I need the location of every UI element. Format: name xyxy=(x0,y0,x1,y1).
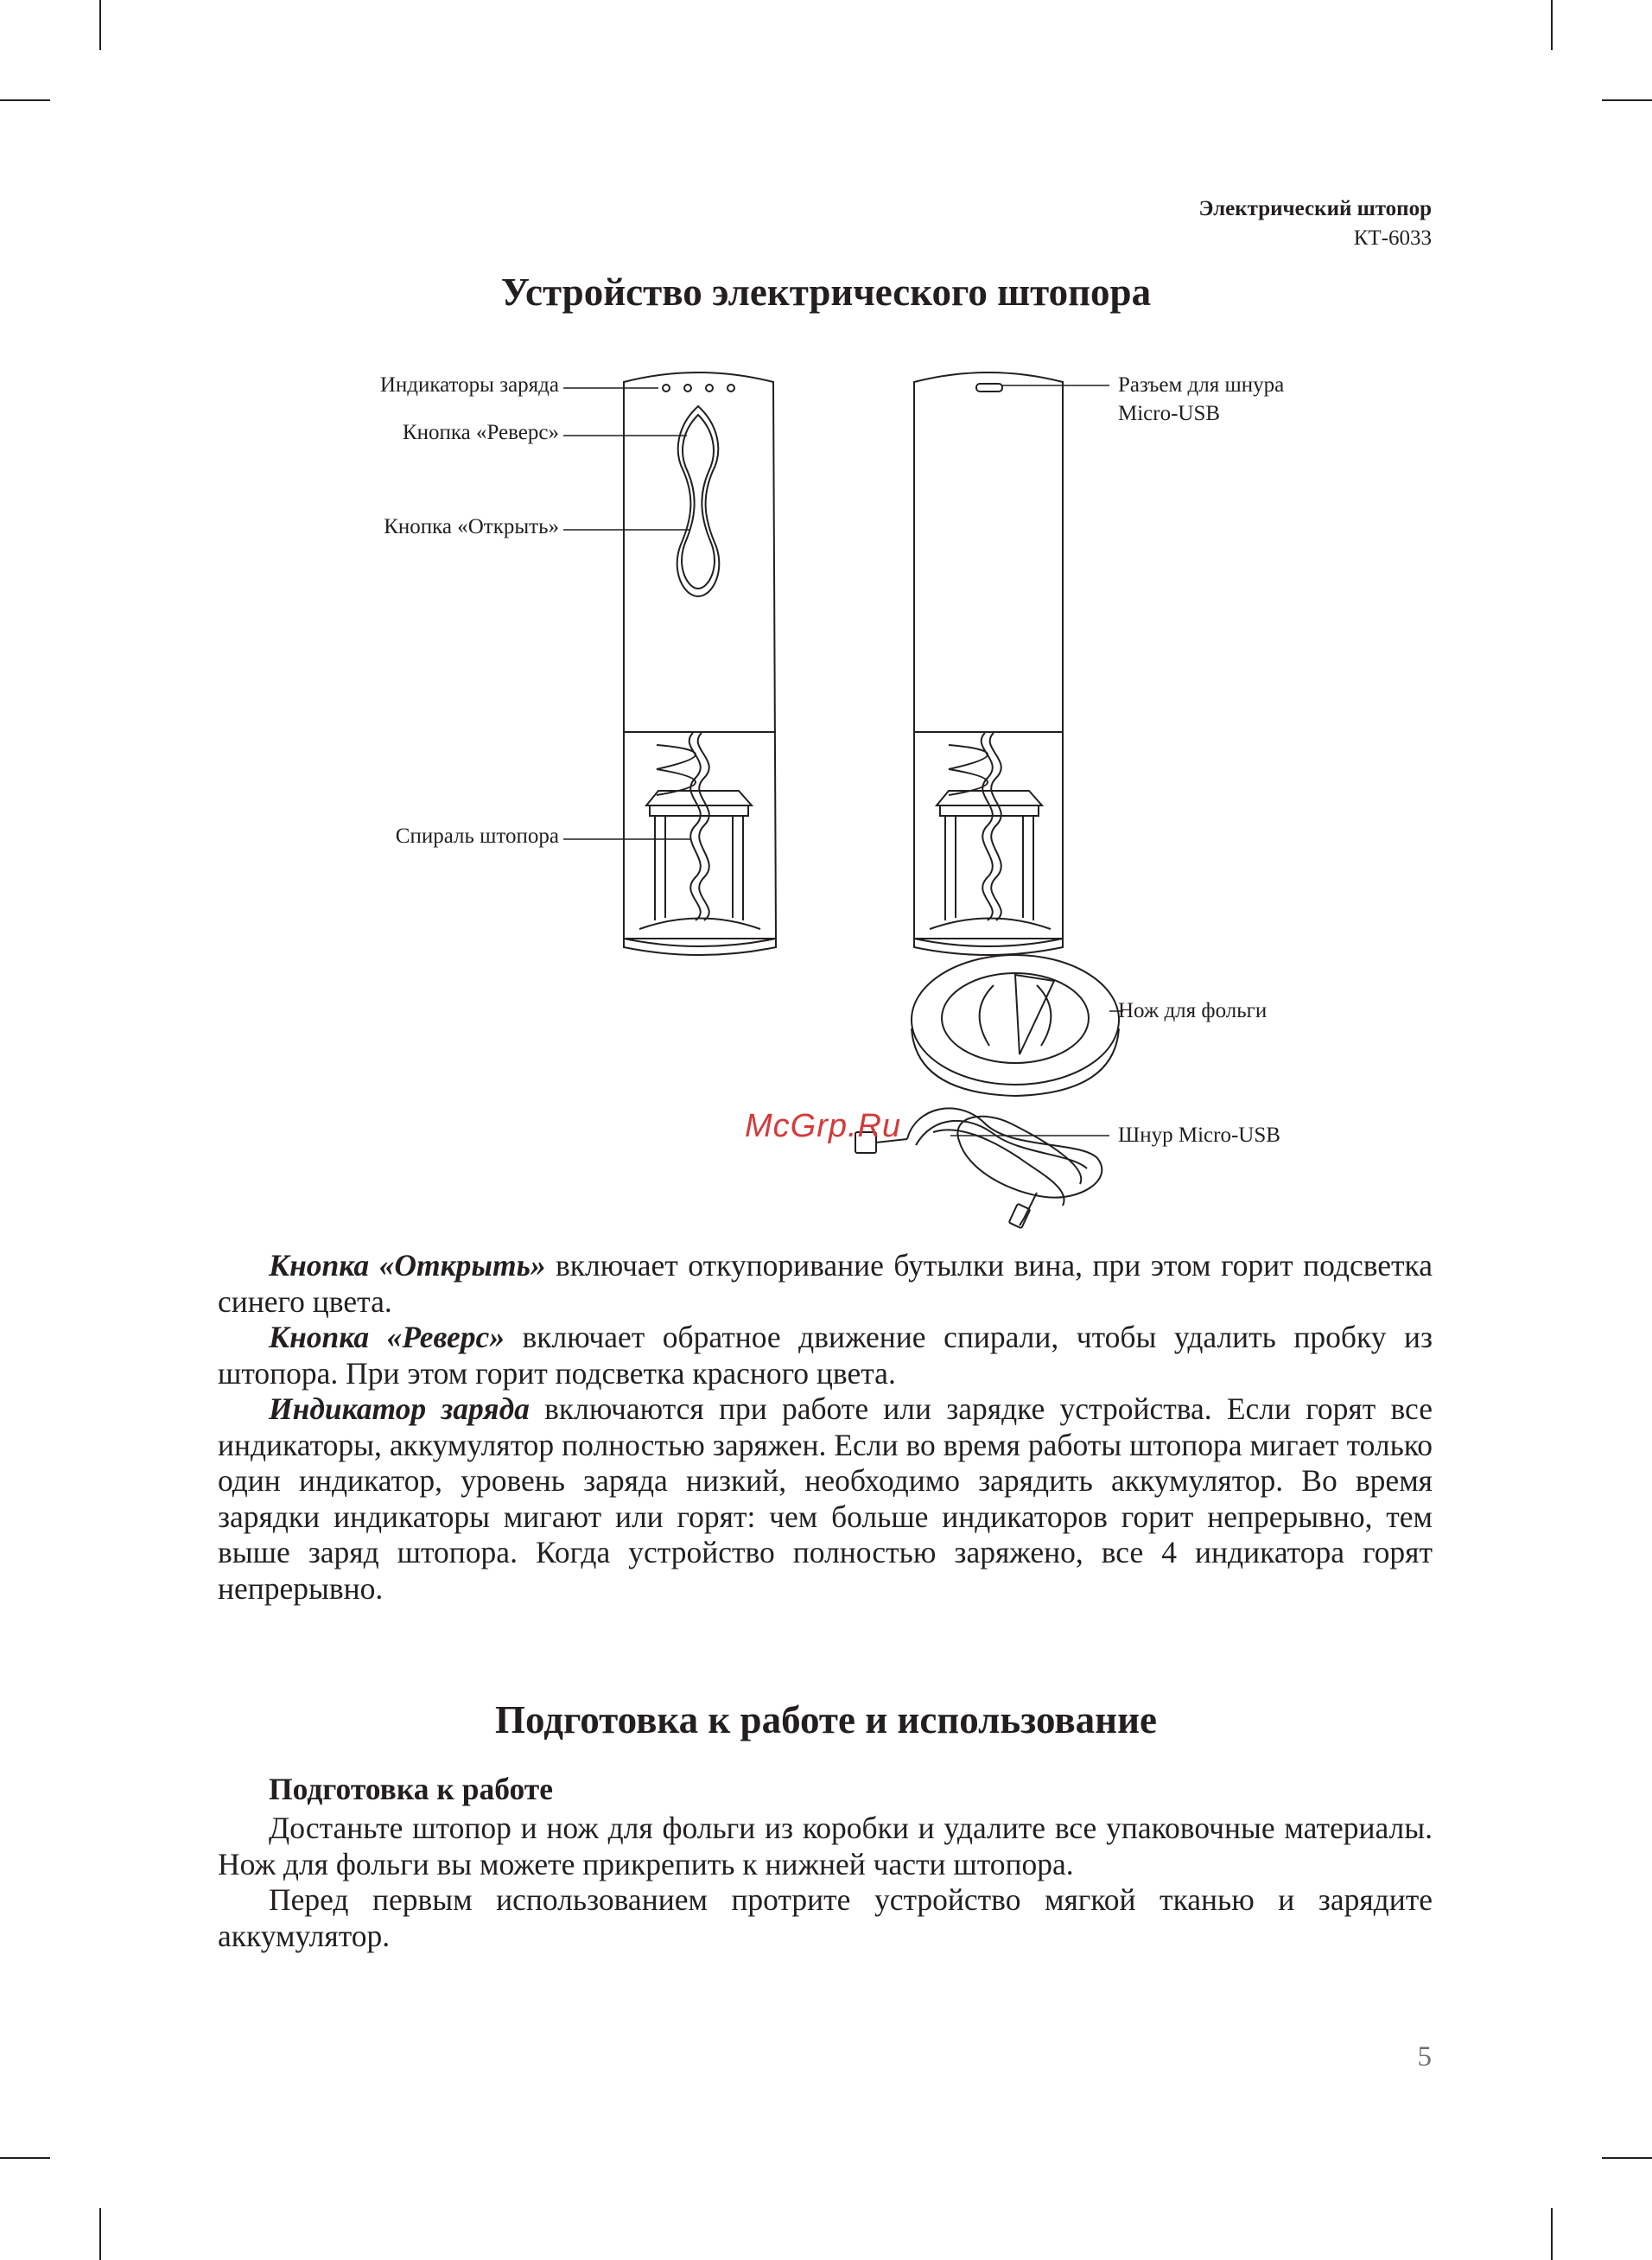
label-spiral: Спираль штопора xyxy=(395,824,559,848)
crop-mark xyxy=(99,2208,101,2260)
label-usb-cable: Шнур Micro-USB xyxy=(1118,1124,1280,1147)
corkscrew-back-view xyxy=(914,372,1109,955)
section-title-preparation: Подготовка к работе и использование xyxy=(494,1698,1157,1741)
text-reverse-button: включает обратное движение спирали, чтобы удалить пробку из штопора. При этом горит подсветка красного цвета. xyxy=(218,1320,1433,1391)
corkscrew-front-view xyxy=(563,372,776,955)
watermark: McGrp.Ru xyxy=(745,1108,902,1144)
label-usb-port-line2: Micro-USB xyxy=(1118,402,1221,425)
header-product-name: Электрический штопор xyxy=(1198,197,1432,220)
preparation-block xyxy=(218,1811,1433,1954)
term-open-button: Кнопка «Открыть» xyxy=(269,1248,546,1283)
subsection-title: Подготовка к работе xyxy=(269,1772,553,1806)
crop-mark xyxy=(0,2157,50,2159)
label-usb-port xyxy=(1118,371,1284,428)
label-foil-cutter: Нож для фольги xyxy=(1118,999,1268,1022)
label-usb-port-line1: Разъем для шнура xyxy=(1118,373,1285,397)
paragraph-charge-indicator xyxy=(218,1391,1433,1607)
header-model-number: КТ-6033 xyxy=(1353,226,1432,250)
foil-cutter xyxy=(912,955,1123,1096)
term-reverse-button: Кнопка «Реверс» xyxy=(269,1320,505,1354)
text-charge-indicator: включаются при работе или зарядке устройства. Если горят все индикаторы, аккумулятор полностью заряжен. Если во время работы штопора мигает только один индикатор, уровень заряда низкий, необходимо зарядить аккумулятор. Во время зарядки индикаторы мигают или горят: чем больше индикаторов горит непрерывно, тем выше заряд штопора. Когда устройство полностью заряжено, все 4 индикатора горят непрерывно. xyxy=(218,1391,1433,1606)
crop-mark xyxy=(1602,2157,1652,2159)
micro-usb-port xyxy=(976,384,1002,392)
section-title-device: Устройство электрического штопора xyxy=(500,271,1152,314)
paragraph-first-use: Перед первым использованием протрите устройство мягкой тканью и зарядите аккумулятор. xyxy=(218,1882,1433,1953)
paragraph-reverse-button xyxy=(218,1320,1433,1391)
paragraph-unpack: Достаньте штопор и нож для фольги из коробки и удалите все упаковочные материалы. Нож для фольги вы можете прикрепить к нижней части штопора. xyxy=(218,1811,1433,1881)
label-reverse-button: Кнопка «Реверс» xyxy=(402,421,559,444)
reverse-open-button xyxy=(677,406,720,596)
label-open-button: Кнопка «Открыть» xyxy=(384,515,559,538)
paragraph-open-button xyxy=(218,1248,1433,1320)
corkscrew-spiral xyxy=(657,745,696,795)
term-charge-indicator: Индикатор заряда xyxy=(269,1391,530,1426)
description-block xyxy=(218,1248,1433,1607)
label-charge-indicators: Индикаторы заряда xyxy=(379,373,559,397)
crop-mark xyxy=(1551,2208,1553,2260)
page-number: 5 xyxy=(1417,2041,1432,2072)
text-open-button: включает откупоривание бутылки вина, при этом горит подсветка синего цвета. xyxy=(218,1248,1433,1319)
